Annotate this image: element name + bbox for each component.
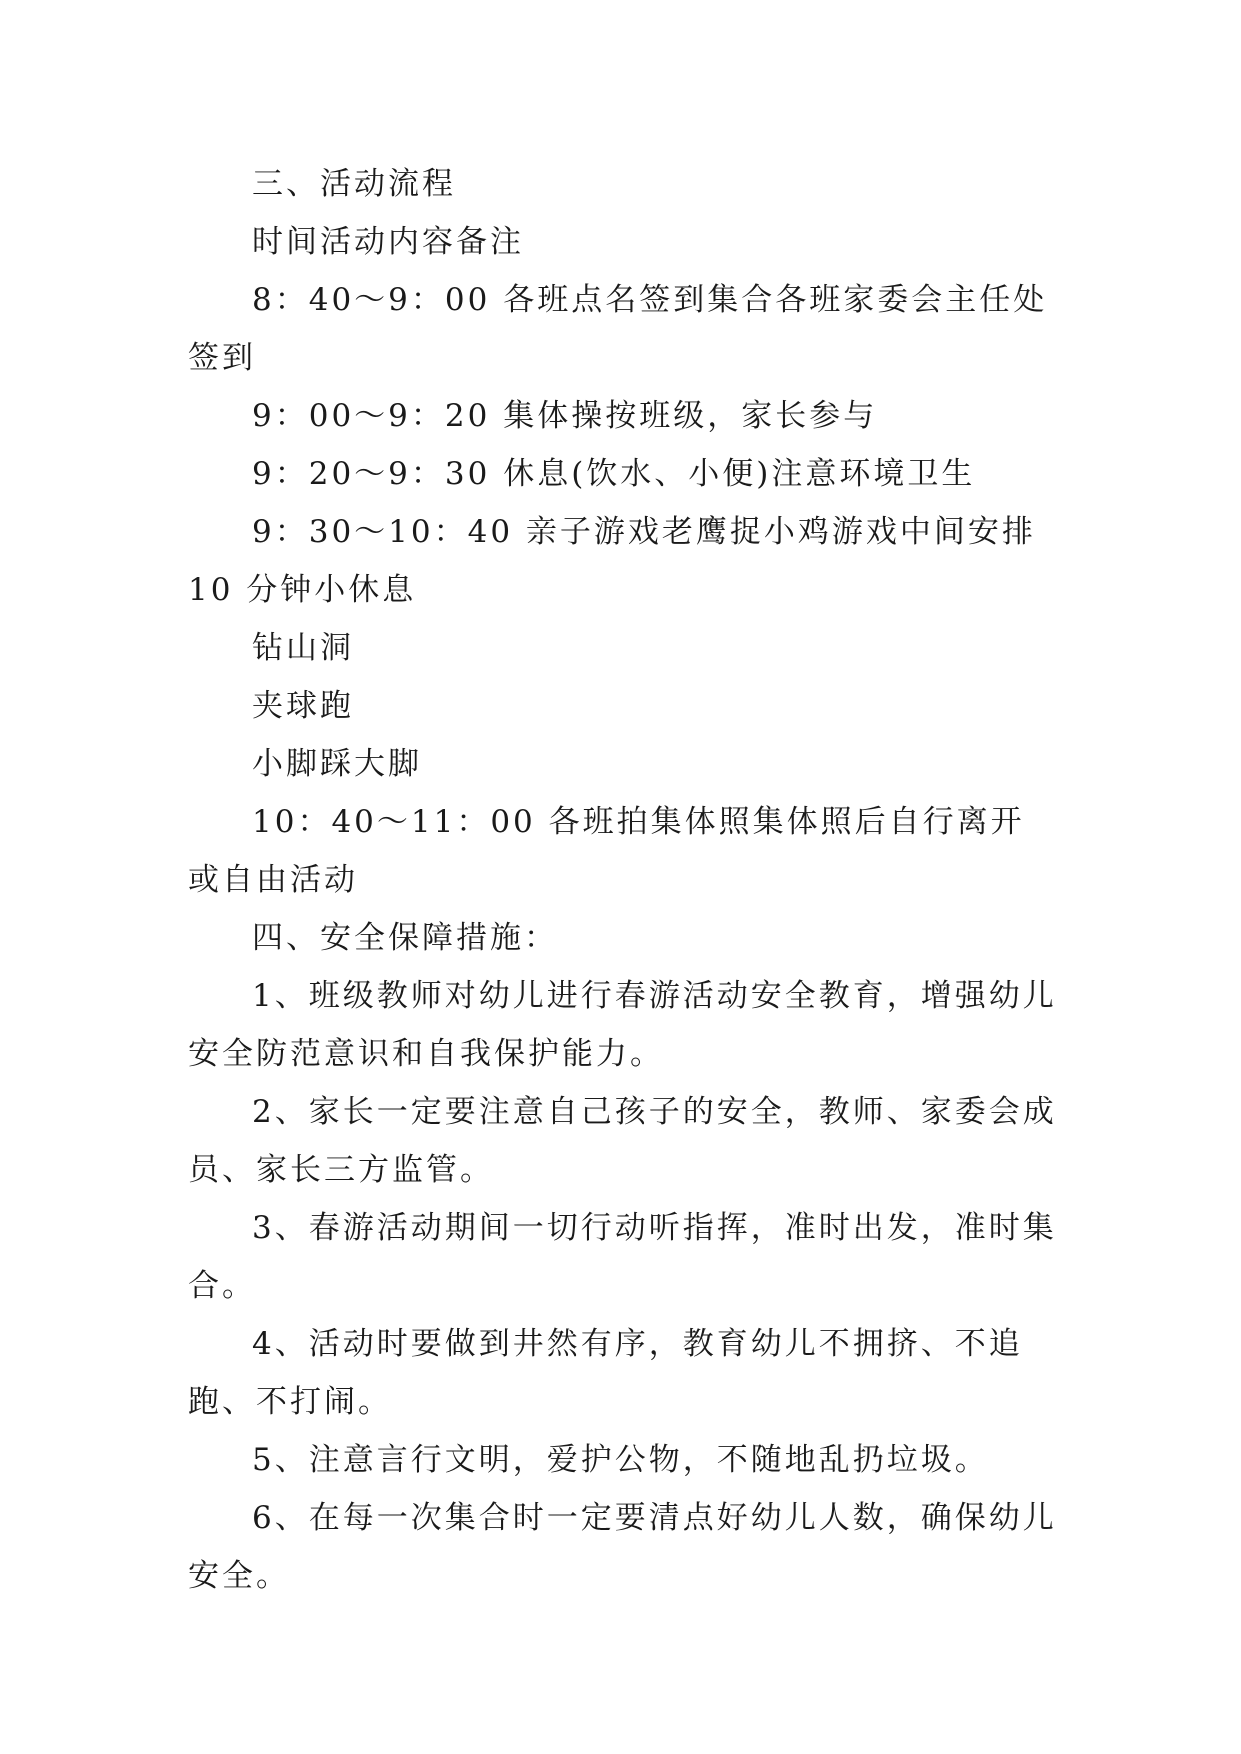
schedule-item: 9：30～10：40 亲子游戏老鹰捉小鸡游戏中间安排 10 分钟小休息 (188, 514, 1036, 608)
game-item: 钻山洞 (252, 630, 354, 666)
schedule-item: 9：00～9：20 集体操按班级，家长参与 (252, 398, 878, 434)
safety-item: 6、在每一次集合时一定要清点好幼儿人数，确保幼儿安全。 (188, 1500, 1057, 1594)
schedule-item: 10：40～11：00 各班拍集体照集体照后自行离开或自由活动 (188, 804, 1025, 898)
safety-item: 1、班级教师对幼儿进行春游活动安全教育，增强幼儿安全防范意识和自我保护能力。 (188, 978, 1057, 1072)
schedule-item: 9：20～9：30 休息(饮水、小便)注意环境卫生 (252, 456, 976, 492)
safety-item: 2、家长一定要注意自己孩子的安全，教师、家委会成员、家长三方监管。 (188, 1094, 1057, 1188)
schedule-header-row: 时间活动内容备注 (252, 224, 524, 260)
game-item: 夹球跑 (252, 688, 354, 724)
document-body (188, 155, 1058, 1605)
section-heading-safety-measures: 四、安全保障措施： (252, 920, 558, 956)
safety-item: 4、活动时要做到井然有序，教育幼儿不拥挤、不追跑、不打闹。 (188, 1326, 1023, 1420)
section-heading-activity-process: 三、活动流程 (252, 166, 456, 202)
safety-item: 5、注意言行文明，爱护公物，不随地乱扔垃圾。 (252, 1442, 989, 1478)
game-item: 小脚踩大脚 (252, 746, 422, 782)
safety-item: 3、春游活动期间一切行动听指挥，准时出发，准时集合。 (188, 1210, 1057, 1304)
schedule-item: 8：40～9：00 各班点名签到集合各班家委会主任处签到 (188, 282, 1048, 376)
